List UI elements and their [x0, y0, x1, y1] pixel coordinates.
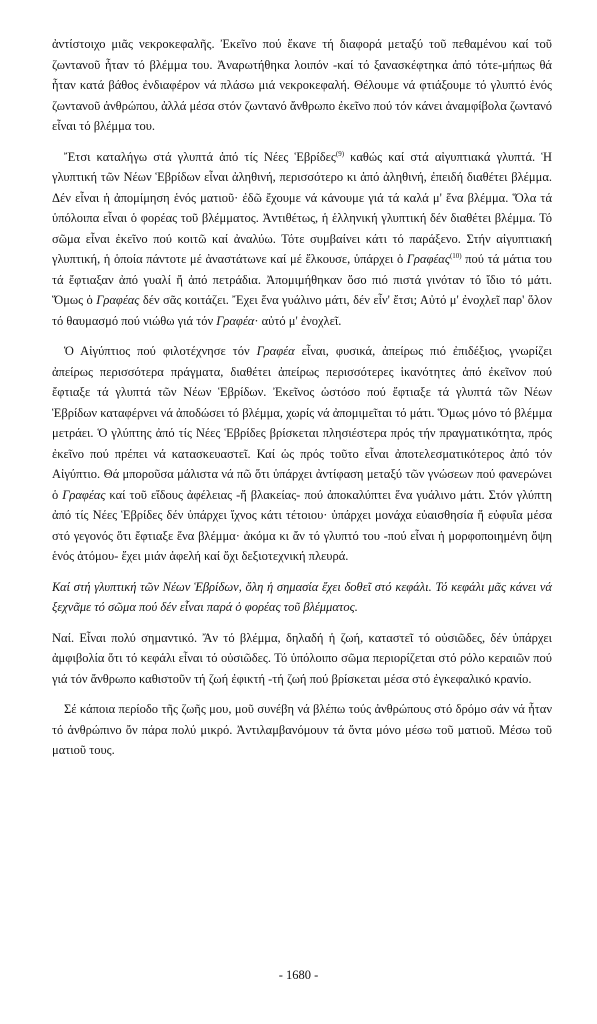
paragraph-5 — [52, 628, 552, 690]
text-run: Ἔτσι καταλήγω στά γλυπτά ἀπό τίς Νέες Ἑβρίδες — [64, 149, 336, 164]
text-run: Ὁ Αἰγύπτιος πού φιλοτέχνησε τόν — [64, 344, 257, 358]
text-run: καθώς καί στά αἰγυπτιακά γλυπτά. Ἡ γλυπτική τῶν Νέων Ἑβρίδων εἶναι ἀληθινή, περισσότερο κι ἀπό ἀληθινή, ἐπειδή διαθέτει βλέμμα. Δέν εἶναι ἡ ἀπομίμηση ἑνός ματιοῦ· ἐδῶ ἔχουμε νά κάνουμε γιά τά καλά μ' ἕνα βλέμμα. Ὅλα τά ὑπόλοιπα εἶναι ὁ φορέας τοῦ βλέμματος. Ἀντιθέτως, ἡ ἑλληνική γλυπτική δέν διαθέτει βλέμμα. Τό σῶμα εἶναι ἐκεῖνο πού κοιτῶ καί ἀναλύω. Τότε συμβαίνει κάτι τό παράξενο. Στήν αἰγυπτιακή γλυπτική, ἡ ὁποία πάντοτε μέ ἀναστάτωνε καί μέ ἕλκουσε, ὑπάρχει ὁ — [52, 149, 552, 266]
paragraph-6 — [52, 699, 552, 761]
italic-text: Καί στή γλυπτική τῶν Νέων Ἑβρίδων, ὅλη ἡ σημασία ἔχει δοθεῖ στό κεφάλι. Τό κεφάλι μᾶς κάνει νά ξεχνᾶμε τό σῶμα πού δέν εἶναι παρά ὁ φορέας τοῦ βλέμματος. — [52, 579, 552, 614]
text-run: Σέ κάποια περίοδο τῆς ζωῆς μου, μοῦ συνέβη νά βλέπω τούς ἀνθρώπους στό δρόμο σάν νά ἦταν τό ἀνθρώπινο ὄν πάρα πολύ μικρό. Ἀντιλαμβανόμουν τά ὄντα μόνο μέσω τοῦ ματιοῦ. Μέσω τοῦ ματιοῦ τους. — [52, 702, 552, 757]
text-run: εἶναι, φυσικά, ἀπείρως πιό ἐπιδέξιος, γνωρίζει ἀπείρως περισσότερα πράγματα, διαθέτει ἀπείρως περισσότερες ἱκανότητες ἀπό ἐκεῖνον πού ἔφτιαξε τά γλυπτά τῶν Νέων Ἑβρίδων. Ἐκεῖνος ὡστόσο πού ἔφτιαξε τά γλυπτά τῶν Νέων Ἑβρίδων καταφέρνει νά ἀποδώσει τό βλέμμα, χωρίς νά ἀπομιμεῖται τό μάτι. Ὅμως μόνο τό βλέμμα μετράει. Ὁ γλύπτης ἀπό τίς Νέες Ἑβρίδες βρίσκεται πλησιέστερα πρός τήν πραγματικότητα, πρός ἐκεῖνο πού πρέπει νά κατασκευαστεῖ. Καί ὡς πρός τοῦτο εἶναι ἀποτελεσματικότερος ἀπό τόν Αἰγύπτιο. Θά μποροῦσα μάλιστα νά πῶ ὅτι ὑπάρχει ἀντίφαση μεταξύ τῶν γνώσεων πού φανερώνει ὁ — [52, 344, 552, 502]
italic-text: Γραφέα — [256, 344, 295, 358]
text-run: Ναί. Εἶναι πολύ σημαντικό. Ἄν τό βλέμμα, δηλαδή ἡ ζωή, καταστεῖ τό οὐσιῶδες, δέν ὑπάρχει ἀμφιβολία ὅτι τό κεφάλι εἶναι τό οὐσιῶδες. Τό ὑπόλοιπο σῶμα περιορίζεται στό ρόλο κεραιῶν πού γιά τόν ἄνθρωπο καθιστοῦν τή ζωή ἐφικτή -τή ζωή πού βρίσκεται μέσα στό ἐγκεφαλικό κρανίο. — [52, 630, 552, 686]
text-run: καί τοῦ εἴδους ἀφέλειας -ἤ βλακείας- πού ἀποκαλύπτει ἕνα γυάλινο μάτι. Στόν γλύπτη ἀπό τίς Νέες Ἑβρίδες δέν ὑπάρχει ἴχνος κάτι τέτοιου· ὑπάρχει μονάχα εὐαισθησία ἤ εὐφυΐα μέσα στό γεγονός ὅτι ἔφτιαξε ἕνα βλέμμα· ἀκόμα κι ἄν τό γλυπτό του -πού εἶναι ἡ μορφοποιημένη ὄψη ἑνός ἀτόμου- ἔχει μιάν ἀφελή καί ὄχι δεξιοτεχνική πλευρά. — [52, 487, 552, 563]
footnote-marker: (9) — [335, 149, 345, 158]
footnote-marker: (10) — [449, 252, 462, 260]
text-run: ἀντίστοιχο μιᾶς νεκροκεφαλῆς. Ἐκεῖνο πού ἔκανε τή διαφορά μεταξύ τοῦ πεθαμένου καί τοῦ ζωντανοῦ ἦταν τό βλέμμα του. Ἀναρωτήθηκα λοιπόν -καί τό ξανασκέφτηκα ἀπό τότε-μήπως θά ἦταν κατά βάθος ἐνδιαφέρον νά πλάσω μιά νεκροκεφαλή. Θέλουμε νά φτιάξουμε τό γλυπτό ἑνός ζωντανοῦ ἀνθρώπου, ἀλλά μέσα στόν ζωντανό ἄνθρωπο ἐκεῖνο πού τόν κάνει ἀναμφίβολα ζωντανό εἶναι τό βλέμμα του. — [52, 37, 552, 133]
page-number: - 1680 - — [278, 968, 319, 982]
italic-text: Γραφέας — [96, 293, 140, 307]
paragraph-4 — [52, 577, 552, 618]
text-run: · αὐτό μ' ἐνοχλεῖ. — [254, 313, 342, 328]
paragraph-2 — [52, 147, 552, 332]
italic-text: Γραφέα — [216, 313, 255, 328]
text-run: δέν σᾶς κοιτάζει. Ἔχει ἕνα γυάλινο μάτι, δέν εἶν' ἔτσι; Αὐτό μ' ἐνοχλεῖ παρ' ὅλον τό θαυμασμό πού νιώθω γιά τόν — [52, 293, 552, 328]
page-body — [52, 34, 552, 771]
italic-text: Γραφέας — [406, 252, 450, 266]
paragraph-1 — [52, 34, 552, 137]
text-run: πού τά μάτια του τά ἔφτιαξαν ἀπό γυαλί ἤ ἀπό πετράδια. Ἀπομιμήθηκαν ὅσο πιό πιστά γινόταν τό ἴδιο τό μάτι. Ὅμως ὁ — [52, 252, 552, 307]
paragraph-3 — [52, 341, 552, 567]
italic-text: Γραφέας — [62, 487, 106, 502]
